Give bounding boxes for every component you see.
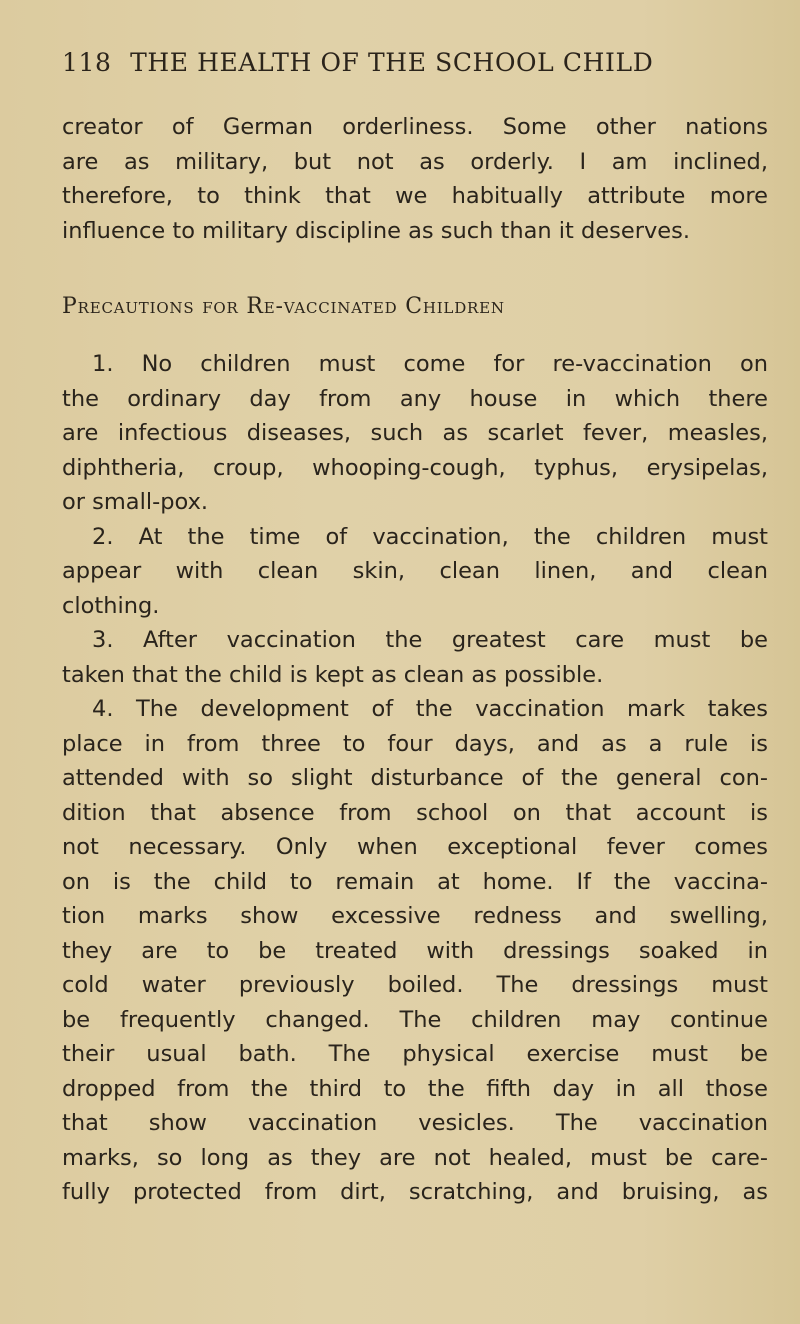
- list-item-4-line: place in from three to four days, and as a rule is: [62, 730, 768, 757]
- running-header: [62, 48, 766, 88]
- intro-paragraph: [62, 110, 768, 248]
- list-item-4-line: their usual bath. The physical exercise must be: [62, 1041, 768, 1067]
- list-item-4-line: tion marks show excessive redness and swelling,: [62, 903, 768, 929]
- list-item-3-line: taken that the child is kept as clean as possible.: [62, 661, 604, 688]
- list-item-3-line: 3. After vaccination the greatest care must be: [92, 627, 768, 653]
- list-item-4-line: cold water previously boiled. The dressings must: [62, 972, 768, 998]
- precautions-list: [62, 347, 768, 1210]
- running-title: THE HEALTH OF THE SCHOOL CHILD: [130, 48, 654, 77]
- list-item-4-line: attended with so slight disturbance of the general con-: [62, 765, 768, 791]
- list-item-4-line: 4. The development of the vaccination mark takes: [92, 696, 768, 722]
- list-item-4-line: on is the child to remain at home. If the vaccina-: [62, 868, 768, 895]
- list-item-4-line: dition that absence from school on that account is: [62, 799, 768, 826]
- section-heading: Precautions for Re-vaccinated Children: [62, 294, 505, 319]
- list-item-1-line: or small-pox.: [62, 489, 209, 515]
- list-item-4-line: dropped from the third to the fifth day in all those: [62, 1075, 768, 1102]
- list-item-4-line: be frequently changed. The children may continue: [62, 1006, 768, 1033]
- list-item-2-line: 2. At the time of vaccination, the children must: [92, 523, 768, 550]
- page-number: 118: [62, 48, 112, 77]
- list-item-4-line: fully protected from dirt, scratching, and bruising, as: [62, 1179, 768, 1205]
- list-item-4-line: they are to be treated with dressings soaked in: [62, 937, 768, 964]
- list-item-4-line: marks, so long as they are not healed, must be care-: [62, 1144, 768, 1171]
- text-line: therefore, to think that we habitually attribute more: [62, 183, 768, 209]
- list-item-1-line: 1. No children must come for re-vaccination on: [92, 351, 768, 377]
- list-item-2-line: appear with clean skin, clean linen, and clean: [62, 558, 768, 584]
- list-item-1-line: the ordinary day from any house in which there: [62, 385, 768, 412]
- list-item-1-line: are infectious diseases, such as scarlet fever, measles,: [62, 420, 768, 446]
- list-item-4-line: not necessary. Only when exceptional fever comes: [62, 834, 768, 860]
- text-line: are as military, but not as orderly. I am inclined,: [62, 148, 768, 175]
- text-line: creator of German orderliness. Some other nations: [62, 114, 768, 140]
- list-item-4-line: that show vaccination vesicles. The vaccination: [62, 1110, 768, 1136]
- list-item-2-line: clothing.: [62, 592, 160, 619]
- list-item-1-line: diphtheria, croup, whooping-cough, typhus, erysipelas,: [62, 454, 768, 481]
- text-line: influence to military discipline as such than it deserves.: [62, 217, 690, 244]
